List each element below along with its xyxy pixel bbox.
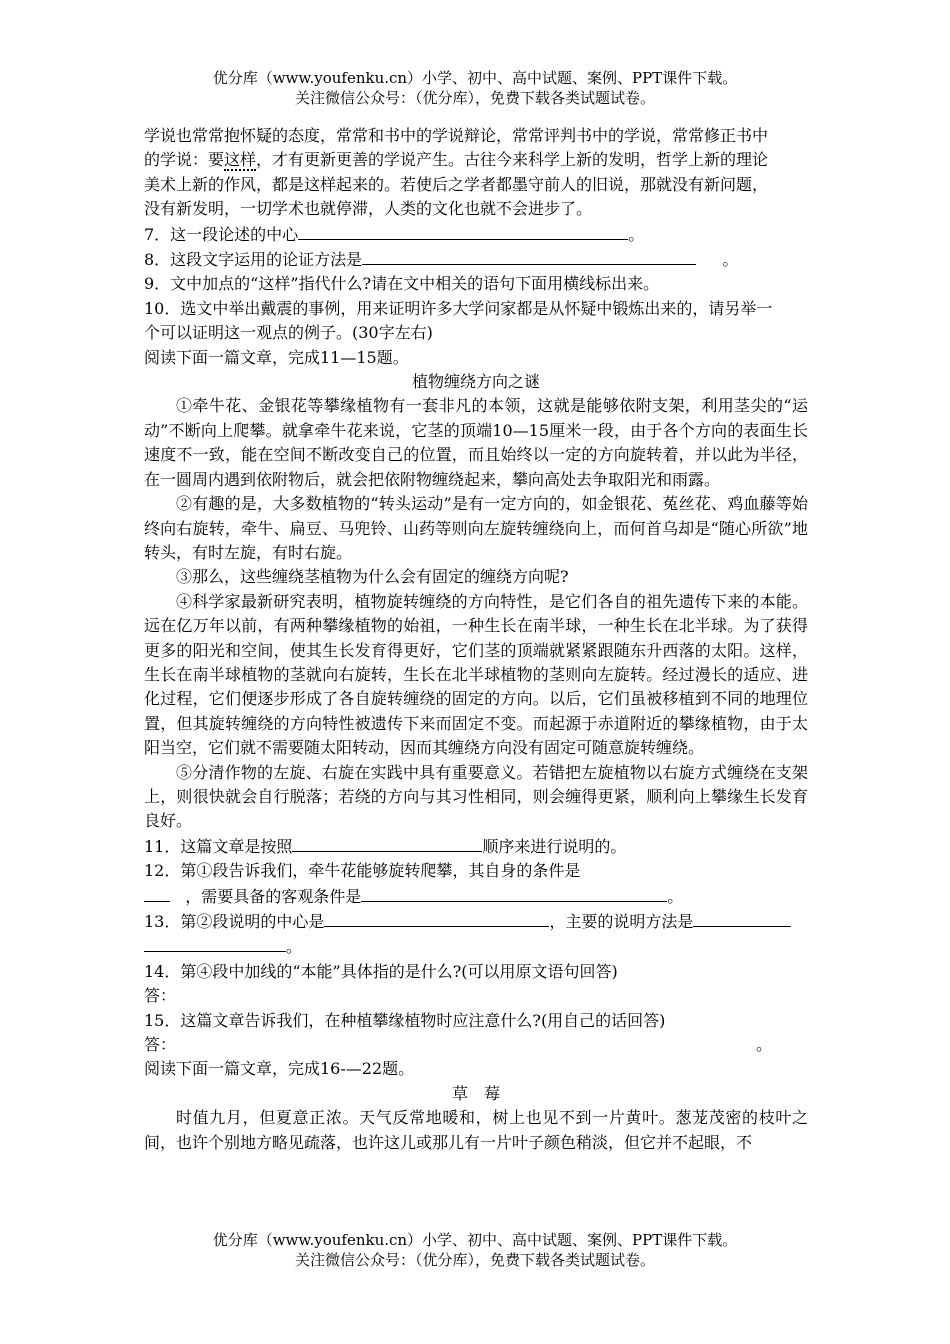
header-line-1: 优分库（www.youfenku.cn）小学、初中、高中试题、案例、PPT课件下载。 [212,69,738,87]
article-title: 草 莓 [451,1083,500,1103]
question-12: 12．第①段告诉我们，牵牛花能够旋转爬攀，其自身的条件是 [144,861,581,881]
passage-line: 没有新发明，一切学术也就停滞，人类的文化也就不会进步了。 [144,199,593,219]
answer-blank[interactable] [362,247,696,265]
page-header [0,68,950,108]
answer-blank[interactable] [693,909,791,927]
answer-blank[interactable] [292,834,482,852]
question-9: 9．文中加点的“这样”指代什么?请在文中相关的语句下面用横线标出来。 [144,274,660,294]
article-paragraph-4: ④科学家最新研究表明，植物旋转缠绕的方向特性，是它们各自的祖先遗传下来的本能。远在亿万年以前，有两种攀缘植物的始祖，一种生长在南半球，一种生长在北半球。为了获得更多的阳光和空间，使其生长发育得更好，它们茎的顶端就紧紧跟随东升西落的太阳。这样，生长在南半球植物的茎就向右旋转，生长在北半球植物的茎则向左旋转。经过漫长的适应、进化过程，它们便逐步形成了各自旋转缠绕的固定的方向。以后，它们虽被移植到不同的地理位置，但其旋转缠绕的方向特性被遗传下来而固定不变。而起源于赤道附近的攀缘植物，由于太阳当空，它们就不需要随太阳转动，因而其缠绕方向没有固定可随意旋转缠绕。 [144,591,808,758]
dotted-emphasis: 这样 [224,150,257,170]
footer-line-2: 关注微信公众号：（优分库），免费下载各类试题试卷。 [294,1251,655,1269]
question-12-cont: ，需要具备的客观条件是 。 [144,884,808,909]
passage-line: 美术上新的作风，都是这样起来的。若使后之学者都墨守前人的旧说，那就没有新问题， [144,174,769,194]
question-8: 8．这段文字运用的论证方法是 。 [144,247,808,272]
answer-blank[interactable] [324,909,549,927]
question-11: 11．这篇文章是按照 顺序来进行说明的。 [144,834,808,859]
question-13: 13．第②段说明的中心是 ，主要的说明方法是 [144,909,808,934]
article-paragraph-1: 时值九月，但夏意正浓。天气反常地暖和，树上也见不到一片黄叶。葱茏茂密的枝叶之间，也许个别地方略见疏落，也许这儿或那儿有一片叶子颜色稍淡，但它并不起眼，不 [144,1108,808,1152]
answer-blank[interactable] [144,884,170,902]
section-intro: 阅读下面一篇文章，完成16-—22题。 [144,1059,415,1079]
article-paragraph-3: ③那么，这些缠绕茎植物为什么会有固定的缠绕方向呢? [176,567,569,587]
question-14: 14．第④段中加线的“本能”具体指的是什么?(可以用原文语句回答) [144,961,618,981]
article-paragraph-2: ②有趣的是，大多数植物的“转头运动”是有一定方向的，如金银花、菟丝花、鸡血藤等始终向右旋转，牵牛、扁豆、马兜铃、山药等则向左旋转缠绕向上，而何首乌却是“随心所欲”地转头，有时左旋，有时右旋。 [144,494,808,562]
question-15: 15．这篇文章告诉我们，在种植攀缘植物时应注意什么?(用自己的话回答) [144,1010,666,1030]
question-13-cont: 。 [144,934,808,959]
answer-blank[interactable] [298,222,628,240]
document-body [144,124,808,1155]
answer-label: 答： [144,986,177,1006]
question-10-cont: 个可以证明这一观点的例子。(30字左右) [144,323,433,343]
answer-blank[interactable] [144,934,286,952]
question-15-answer: 答： 。 [144,1035,772,1055]
article-paragraph-1: ①牵牛花、金银花等攀缘植物有一套非凡的本领，这就是能够依附支架，利用茎尖的“运动”不断向上爬攀。就拿牵牛花来说，它茎的顶端10—15厘米一段，由于各个方向的表面生长速度不一致，能在空间不断改变自己的位置，而且始终以一定的方向旋转着，并以此为半径，在一圆周内遇到依附物后，就会把依附物缠绕起来，攀向高处去争取阳光和雨露。 [144,396,808,489]
question-10: 10．选文中举出戴震的事例，用来证明许多大学问家都是从怀疑中锻炼出来的，请另举一 [144,298,773,318]
footer-line-1: 优分库（www.youfenku.cn）小学、初中、高中试题、案例、PPT课件下载。 [212,1231,738,1249]
section-intro: 阅读下面一篇文章，完成11—15题。 [144,347,409,367]
header-line-2: 关注微信公众号：（优分库），免费下载各类试题试卷。 [294,89,655,107]
answer-blank[interactable] [361,884,667,902]
question-7: 7．这一段论述的中心 。 [144,222,808,247]
article-title: 植物缠绕方向之谜 [411,372,540,392]
article-paragraph-5: ⑤分清作物的左旋、右旋在实践中具有重要意义。若错把左旋植物以右旋方式缠绕在支架上，则很快就会自行脱落；若绕的方向与其习性相同，则会缠得更紧，顺利向上攀缘生长发育良好。 [144,762,808,831]
passage-line: 学说也常常抱怀疑的态度，常常和书中的学说辩论，常常评判书中的学说，常常修正书中 [144,126,769,145]
passage-line: 的学说：要这样，才有更新更善的学说产生。古往今来科学上新的发明，哲学上新的理论 [144,150,769,170]
page-footer [0,1230,950,1270]
